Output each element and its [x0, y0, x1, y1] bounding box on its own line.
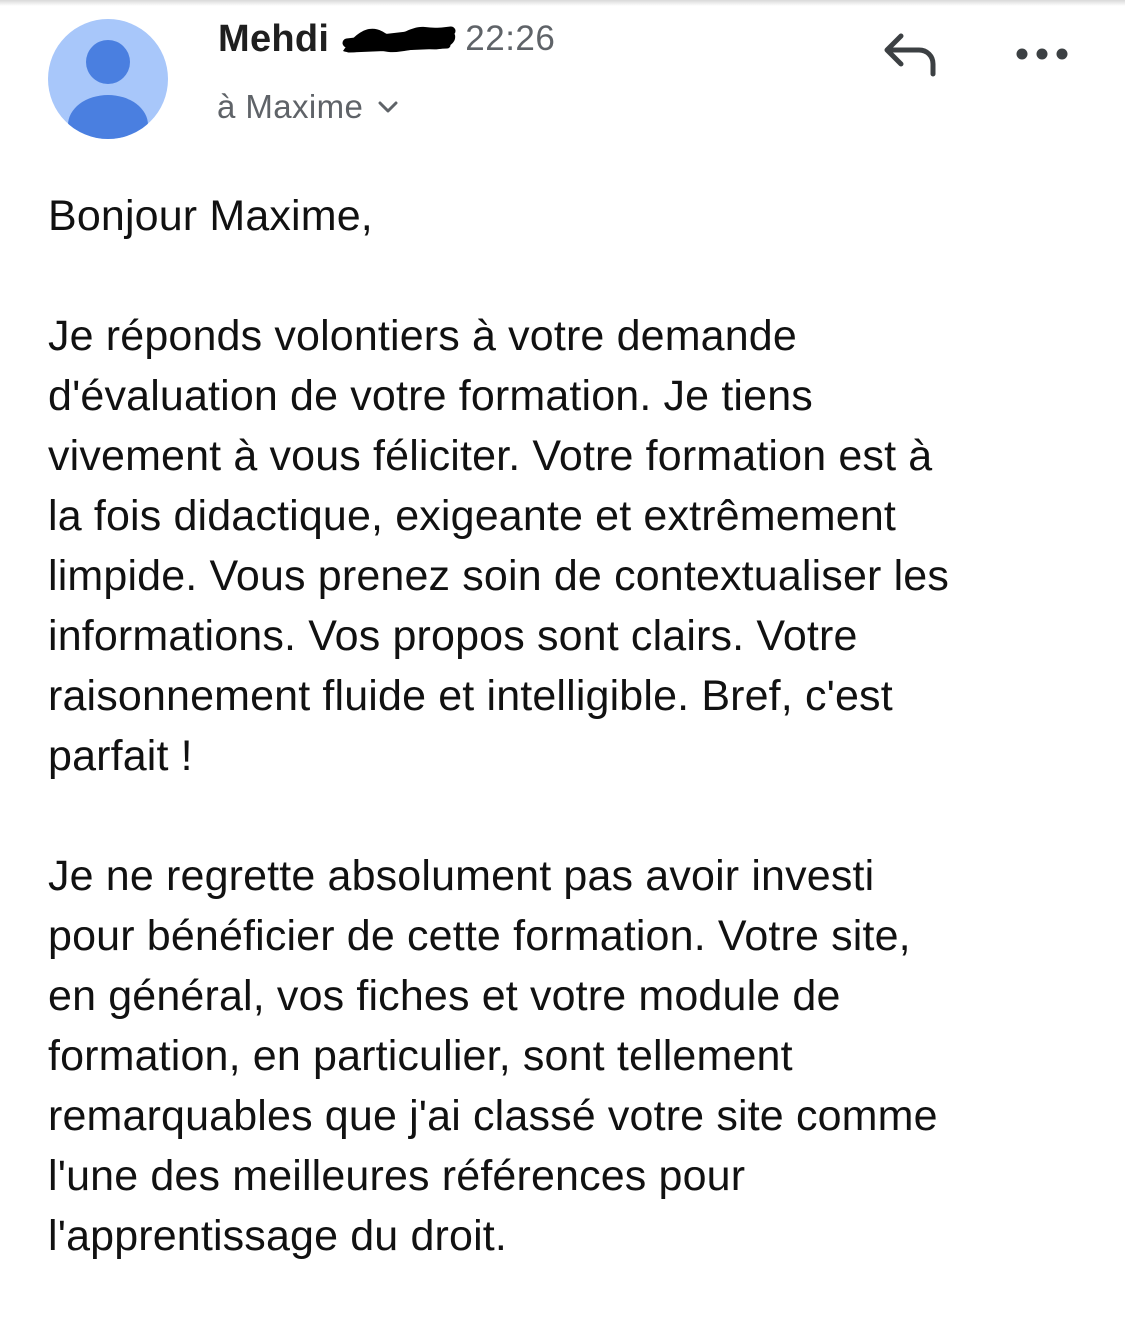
- more-options-button[interactable]: [1004, 26, 1080, 82]
- recipient-label: à Maxime: [217, 88, 364, 125]
- more-horizontal-icon: [1014, 46, 1070, 62]
- message-paragraph-1: Je réponds volontiers à votre demande d'évaluation de votre formation. Je tiens vivement à vous féliciter. Votre formation est à la fois didactique, exigeante et extrêmement limpide. Vous prenez soin de contextualiser les informations. Vos propos sont clairs. Votre raisonnement fluide et intelligible. Bref, c'est parfait !: [48, 312, 950, 780]
- redaction-scribble: [339, 21, 457, 57]
- sender-avatar[interactable]: [48, 19, 168, 139]
- reply-button[interactable]: [874, 22, 944, 86]
- email-header: [0, 0, 1125, 160]
- recipient-details-toggle[interactable]: [217, 84, 399, 130]
- message-body: [48, 186, 1098, 1266]
- sender-line: [218, 14, 555, 64]
- sent-time: 22:26: [465, 19, 556, 58]
- paragraph-spacer: [48, 786, 1098, 846]
- person-avatar-icon: [48, 19, 168, 139]
- chevron-down-icon: [377, 96, 399, 118]
- message-greeting: Bonjour Maxime,: [48, 192, 373, 240]
- reply-arrow-icon: [879, 28, 939, 80]
- sender-name[interactable]: Mehdi: [218, 17, 330, 60]
- paragraph-spacer: [48, 246, 1098, 306]
- message-paragraph-2: Je ne regrette absolument pas avoir investi pour bénéficier de cette formation. Votre site, en général, vos fiches et votre module de formation, en particulier, sont tellement remarquables que j'ai classé votre site comme l'une des meilleures références pour l'apprentissage du droit.: [48, 852, 938, 1260]
